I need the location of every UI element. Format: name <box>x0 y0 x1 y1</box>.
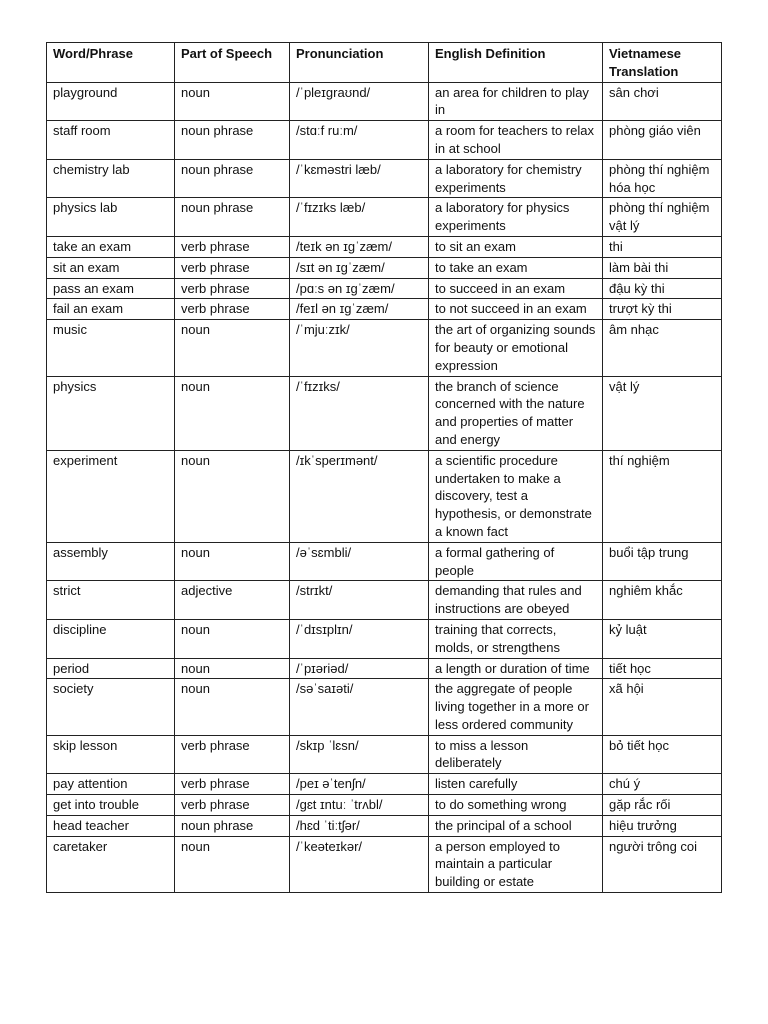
header-part-of-speech: Part of Speech <box>175 43 290 83</box>
cell-pronunciation: /ˈkeəteɪkər/ <box>290 836 429 892</box>
cell-word-phrase: fail an exam <box>47 299 175 320</box>
table-row <box>47 836 722 892</box>
cell-pronunciation: /stɑːf ruːm/ <box>290 121 429 160</box>
table-row <box>47 774 722 795</box>
cell-word-phrase: society <box>47 679 175 735</box>
cell-vietnamese-translation: phòng thí nghiệm hóa học <box>603 159 722 198</box>
cell-part-of-speech: adjective <box>175 581 290 620</box>
cell-vietnamese-translation: buổi tập trung <box>603 542 722 581</box>
cell-vietnamese-translation: âm nhạc <box>603 320 722 376</box>
cell-vietnamese-translation: xã hội <box>603 679 722 735</box>
cell-word-phrase: playground <box>47 82 175 121</box>
cell-part-of-speech: verb phrase <box>175 257 290 278</box>
cell-pronunciation: /ˈkɛməstri læb/ <box>290 159 429 198</box>
cell-pronunciation: /strɪkt/ <box>290 581 429 620</box>
header-pronunciation: Pronunciation <box>290 43 429 83</box>
cell-part-of-speech: noun phrase <box>175 121 290 160</box>
cell-english-definition: to succeed in an exam <box>429 278 603 299</box>
cell-english-definition: to do something wrong <box>429 795 603 816</box>
table-row <box>47 198 722 237</box>
cell-vietnamese-translation: phòng thí nghiệm vật lý <box>603 198 722 237</box>
table-row <box>47 581 722 620</box>
cell-vietnamese-translation: phòng giáo viên <box>603 121 722 160</box>
cell-word-phrase: pay attention <box>47 774 175 795</box>
table-row <box>47 619 722 658</box>
cell-pronunciation: /ˈpɪəriəd/ <box>290 658 429 679</box>
cell-part-of-speech: verb phrase <box>175 278 290 299</box>
cell-vietnamese-translation: kỷ luật <box>603 619 722 658</box>
cell-pronunciation: /pɑːs ən ɪɡˈzæm/ <box>290 278 429 299</box>
cell-english-definition: to miss a lesson deliberately <box>429 735 603 774</box>
table-row <box>47 542 722 581</box>
table-row <box>47 658 722 679</box>
cell-word-phrase: strict <box>47 581 175 620</box>
cell-english-definition: the art of organizing sounds for beauty or emotional expression <box>429 320 603 376</box>
cell-vietnamese-translation: hiệu trưởng <box>603 815 722 836</box>
cell-vietnamese-translation: gặp rắc rối <box>603 795 722 816</box>
cell-part-of-speech: verb phrase <box>175 735 290 774</box>
cell-part-of-speech: verb phrase <box>175 236 290 257</box>
cell-vietnamese-translation: nghiêm khắc <box>603 581 722 620</box>
cell-vietnamese-translation: sân chơi <box>603 82 722 121</box>
cell-pronunciation: /ˈpleɪɡraʊnd/ <box>290 82 429 121</box>
cell-vietnamese-translation: bỏ tiết học <box>603 735 722 774</box>
vocabulary-table <box>46 42 722 893</box>
cell-part-of-speech: noun phrase <box>175 159 290 198</box>
cell-english-definition: listen carefully <box>429 774 603 795</box>
cell-pronunciation: /əˈsɛmbli/ <box>290 542 429 581</box>
cell-word-phrase: staff room <box>47 121 175 160</box>
cell-english-definition: the aggregate of people living together in a more or less ordered community <box>429 679 603 735</box>
vocabulary-sheet <box>46 42 721 893</box>
cell-part-of-speech: verb phrase <box>175 774 290 795</box>
cell-word-phrase: music <box>47 320 175 376</box>
cell-vietnamese-translation: trượt kỳ thi <box>603 299 722 320</box>
cell-word-phrase: caretaker <box>47 836 175 892</box>
cell-word-phrase: chemistry lab <box>47 159 175 198</box>
cell-english-definition: a person employed to maintain a particular building or estate <box>429 836 603 892</box>
table-row <box>47 82 722 121</box>
table-row <box>47 815 722 836</box>
cell-word-phrase: period <box>47 658 175 679</box>
cell-vietnamese-translation: thí nghiệm <box>603 450 722 542</box>
cell-part-of-speech: noun <box>175 679 290 735</box>
cell-english-definition: a length or duration of time <box>429 658 603 679</box>
table-row <box>47 795 722 816</box>
cell-english-definition: training that corrects, molds, or strengthens <box>429 619 603 658</box>
cell-english-definition: the principal of a school <box>429 815 603 836</box>
cell-word-phrase: physics <box>47 376 175 450</box>
table-row <box>47 735 722 774</box>
cell-pronunciation: /ɪkˈsperɪmənt/ <box>290 450 429 542</box>
header-word-phrase: Word/Phrase <box>47 43 175 83</box>
cell-pronunciation: /ɡɛt ɪntuː ˈtrʌbl/ <box>290 795 429 816</box>
cell-word-phrase: discipline <box>47 619 175 658</box>
cell-pronunciation: /sɪt ən ɪɡˈzæm/ <box>290 257 429 278</box>
cell-word-phrase: take an exam <box>47 236 175 257</box>
cell-word-phrase: skip lesson <box>47 735 175 774</box>
table-row <box>47 450 722 542</box>
cell-english-definition: demanding that rules and instructions are obeyed <box>429 581 603 620</box>
table-row <box>47 121 722 160</box>
cell-part-of-speech: noun <box>175 542 290 581</box>
cell-pronunciation: /peɪ əˈtenʃn/ <box>290 774 429 795</box>
cell-word-phrase: head teacher <box>47 815 175 836</box>
cell-word-phrase: sit an exam <box>47 257 175 278</box>
table-row <box>47 159 722 198</box>
cell-word-phrase: assembly <box>47 542 175 581</box>
cell-pronunciation: /səˈsaɪəti/ <box>290 679 429 735</box>
cell-pronunciation: /ˈdɪsɪplɪn/ <box>290 619 429 658</box>
cell-english-definition: the branch of science concerned with the nature and properties of matter and energy <box>429 376 603 450</box>
cell-part-of-speech: verb phrase <box>175 299 290 320</box>
cell-part-of-speech: noun <box>175 658 290 679</box>
table-row <box>47 679 722 735</box>
cell-vietnamese-translation: người trông coi <box>603 836 722 892</box>
cell-word-phrase: pass an exam <box>47 278 175 299</box>
cell-english-definition: to sit an exam <box>429 236 603 257</box>
header-english-definition: English Definition <box>429 43 603 83</box>
cell-word-phrase: experiment <box>47 450 175 542</box>
cell-pronunciation: /skɪp ˈlɛsn/ <box>290 735 429 774</box>
cell-english-definition: a laboratory for physics experiments <box>429 198 603 237</box>
cell-part-of-speech: noun <box>175 836 290 892</box>
cell-word-phrase: physics lab <box>47 198 175 237</box>
cell-part-of-speech: noun <box>175 450 290 542</box>
cell-pronunciation: /ˈmjuːzɪk/ <box>290 320 429 376</box>
cell-vietnamese-translation: tiết học <box>603 658 722 679</box>
cell-english-definition: to take an exam <box>429 257 603 278</box>
cell-part-of-speech: verb phrase <box>175 795 290 816</box>
cell-english-definition: a scientific procedure undertaken to make a discovery, test a hypothesis, or demonstrate a known fact <box>429 450 603 542</box>
cell-english-definition: a laboratory for chemistry experiments <box>429 159 603 198</box>
table-row <box>47 257 722 278</box>
header-vietnamese-translation: Vietnamese Translation <box>603 43 722 83</box>
table-header-row <box>47 43 722 83</box>
table-body <box>47 82 722 892</box>
cell-part-of-speech: noun <box>175 376 290 450</box>
cell-vietnamese-translation: chú ý <box>603 774 722 795</box>
cell-part-of-speech: noun <box>175 82 290 121</box>
table-row <box>47 236 722 257</box>
cell-english-definition: to not succeed in an exam <box>429 299 603 320</box>
cell-english-definition: an area for children to play in <box>429 82 603 121</box>
cell-pronunciation: /teɪk ən ɪɡˈzæm/ <box>290 236 429 257</box>
cell-part-of-speech: noun <box>175 320 290 376</box>
cell-pronunciation: /feɪl ən ɪɡˈzæm/ <box>290 299 429 320</box>
cell-pronunciation: /ˈfɪzɪks/ <box>290 376 429 450</box>
cell-vietnamese-translation: thi <box>603 236 722 257</box>
cell-pronunciation: /hɛd ˈtiːtʃər/ <box>290 815 429 836</box>
table-row <box>47 320 722 376</box>
cell-part-of-speech: noun phrase <box>175 815 290 836</box>
table-row <box>47 299 722 320</box>
cell-english-definition: a formal gathering of people <box>429 542 603 581</box>
table-row <box>47 376 722 450</box>
cell-part-of-speech: noun <box>175 619 290 658</box>
cell-vietnamese-translation: vật lý <box>603 376 722 450</box>
cell-part-of-speech: noun phrase <box>175 198 290 237</box>
cell-vietnamese-translation: đậu kỳ thi <box>603 278 722 299</box>
cell-pronunciation: /ˈfɪzɪks læb/ <box>290 198 429 237</box>
cell-word-phrase: get into trouble <box>47 795 175 816</box>
cell-vietnamese-translation: làm bài thi <box>603 257 722 278</box>
cell-english-definition: a room for teachers to relax in at school <box>429 121 603 160</box>
table-row <box>47 278 722 299</box>
